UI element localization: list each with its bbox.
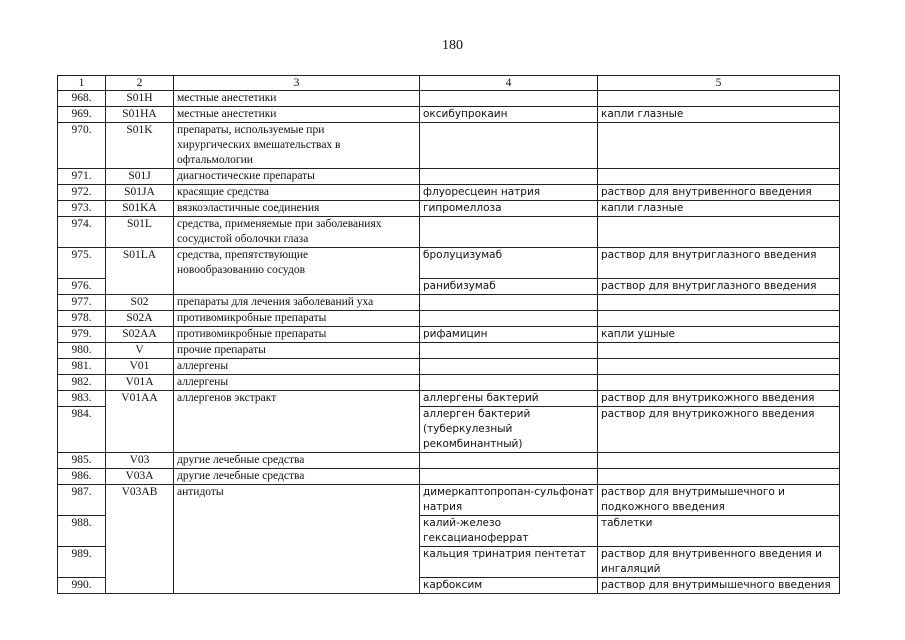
row-number: 985.	[58, 453, 106, 469]
group-name: антидоты	[174, 485, 420, 594]
atc-code: V03AB	[106, 485, 174, 594]
dosage-form	[598, 453, 840, 469]
drug-name	[420, 375, 598, 391]
atc-code: S01K	[106, 123, 174, 169]
atc-code: S02A	[106, 311, 174, 327]
table-row	[58, 311, 840, 327]
row-number: 978.	[58, 311, 106, 327]
row-number: 983.	[58, 391, 106, 407]
header-cell: 5	[598, 76, 840, 91]
group-name: диагностические препараты	[174, 169, 420, 185]
dosage-form	[598, 311, 840, 327]
table-row	[58, 485, 840, 516]
group-name: средства, препятствующие новообразованию сосудов	[174, 248, 420, 295]
drug-name	[420, 453, 598, 469]
dosage-form	[598, 343, 840, 359]
drug-name	[420, 295, 598, 311]
row-number: 982.	[58, 375, 106, 391]
drug-name: димеркаптопропан-сульфонат натрия	[420, 485, 598, 516]
row-number: 974.	[58, 217, 106, 248]
dosage-form	[598, 295, 840, 311]
group-name: аллергены	[174, 375, 420, 391]
atc-code: V01A	[106, 375, 174, 391]
atc-code: V03	[106, 453, 174, 469]
dosage-form: раствор для внутривенного введения и ингаляций	[598, 547, 840, 578]
group-name: препараты для лечения заболеваний уха	[174, 295, 420, 311]
drug-name	[420, 217, 598, 248]
group-name: красящие средства	[174, 185, 420, 201]
drug-name: бролуцизумаб	[420, 248, 598, 279]
drug-name: аллерген бактерий (туберкулезный рекомбинантный)	[420, 407, 598, 453]
row-number: 979.	[58, 327, 106, 343]
table-row	[58, 185, 840, 201]
row-number: 988.	[58, 516, 106, 547]
drug-name	[420, 169, 598, 185]
dosage-form: капли глазные	[598, 201, 840, 217]
atc-code: S01KA	[106, 201, 174, 217]
header-cell: 4	[420, 76, 598, 91]
table-row	[58, 469, 840, 485]
dosage-form	[598, 123, 840, 169]
table-row	[58, 91, 840, 107]
dosage-form: таблетки	[598, 516, 840, 547]
dosage-form	[598, 375, 840, 391]
table-row	[58, 217, 840, 248]
dosage-form: раствор для внутримышечного введения	[598, 578, 840, 594]
table-header-row	[58, 76, 840, 91]
row-number: 969.	[58, 107, 106, 123]
drug-name: ранибизумаб	[420, 279, 598, 295]
atc-code: S01HA	[106, 107, 174, 123]
atc-code: V01	[106, 359, 174, 375]
group-name: другие лечебные средства	[174, 469, 420, 485]
group-name: аллергены	[174, 359, 420, 375]
drug-name	[420, 311, 598, 327]
dosage-form: раствор для внутривенного введения	[598, 185, 840, 201]
table-row	[58, 453, 840, 469]
dosage-form: капли глазные	[598, 107, 840, 123]
drug-name: гипромеллоза	[420, 201, 598, 217]
drug-name	[420, 469, 598, 485]
table-row	[58, 169, 840, 185]
group-name: местные анестетики	[174, 107, 420, 123]
group-name: средства, применяемые при заболеваниях сосудистой оболочки глаза	[174, 217, 420, 248]
row-number: 976.	[58, 279, 106, 295]
group-name: препараты, используемые при хирургических вмешательствах в офтальмологии	[174, 123, 420, 169]
dosage-form: раствор для внутрикожного введения	[598, 391, 840, 407]
drug-name: рифамицин	[420, 327, 598, 343]
drug-name: флуоресцеин натрия	[420, 185, 598, 201]
row-number: 971.	[58, 169, 106, 185]
drug-name	[420, 343, 598, 359]
drug-name: карбоксим	[420, 578, 598, 594]
table-row	[58, 391, 840, 407]
dosage-form	[598, 169, 840, 185]
atc-code: V	[106, 343, 174, 359]
group-name: аллергенов экстракт	[174, 391, 420, 453]
dosage-form	[598, 359, 840, 375]
group-name: противомикробные препараты	[174, 311, 420, 327]
atc-code: S01L	[106, 217, 174, 248]
drug-name	[420, 123, 598, 169]
atc-code: V01AA	[106, 391, 174, 453]
atc-code: S02AA	[106, 327, 174, 343]
atc-code: S01J	[106, 169, 174, 185]
table-row	[58, 327, 840, 343]
atc-code: S02	[106, 295, 174, 311]
header-cell: 1	[58, 76, 106, 91]
header-cell: 3	[174, 76, 420, 91]
page-number: 180	[442, 38, 463, 53]
table-row	[58, 107, 840, 123]
row-number: 980.	[58, 343, 106, 359]
row-number: 990.	[58, 578, 106, 594]
dosage-form: раствор для внутрикожного введения	[598, 407, 840, 453]
row-number: 987.	[58, 485, 106, 516]
dosage-form: капли ушные	[598, 327, 840, 343]
drug-name	[420, 359, 598, 375]
dosage-form	[598, 469, 840, 485]
dosage-form: раствор для внутримышечного и подкожного введения	[598, 485, 840, 516]
atc-code: V03A	[106, 469, 174, 485]
header-cell: 2	[106, 76, 174, 91]
table-row	[58, 359, 840, 375]
atc-code: S01JA	[106, 185, 174, 201]
dosage-form	[598, 91, 840, 107]
dosage-form	[598, 217, 840, 248]
dosage-form: раствор для внутриглазного введения	[598, 279, 840, 295]
row-number: 972.	[58, 185, 106, 201]
table-row	[58, 123, 840, 169]
row-number: 973.	[58, 201, 106, 217]
drug-name: калий-железо гексацианоферрат	[420, 516, 598, 547]
row-number: 970.	[58, 123, 106, 169]
atc-code: S01LA	[106, 248, 174, 295]
table-row	[58, 375, 840, 391]
row-number: 986.	[58, 469, 106, 485]
group-name: прочие препараты	[174, 343, 420, 359]
row-number: 975.	[58, 248, 106, 279]
row-number: 989.	[58, 547, 106, 578]
group-name: вязкоэластичные соединения	[174, 201, 420, 217]
row-number: 977.	[58, 295, 106, 311]
drug-name	[420, 91, 598, 107]
group-name: местные анестетики	[174, 91, 420, 107]
group-name: другие лечебные средства	[174, 453, 420, 469]
medicines-table	[57, 75, 840, 594]
table-row	[58, 343, 840, 359]
row-number: 968.	[58, 91, 106, 107]
row-number: 981.	[58, 359, 106, 375]
table-row	[58, 295, 840, 311]
group-name: противомикробные препараты	[174, 327, 420, 343]
drug-name: аллергены бактерий	[420, 391, 598, 407]
table-row	[58, 201, 840, 217]
row-number: 984.	[58, 407, 106, 453]
drug-name: кальция тринатрия пентетат	[420, 547, 598, 578]
dosage-form: раствор для внутриглазного введения	[598, 248, 840, 279]
atc-code: S01H	[106, 91, 174, 107]
table-row	[58, 248, 840, 279]
drug-name: оксибупрокаин	[420, 107, 598, 123]
